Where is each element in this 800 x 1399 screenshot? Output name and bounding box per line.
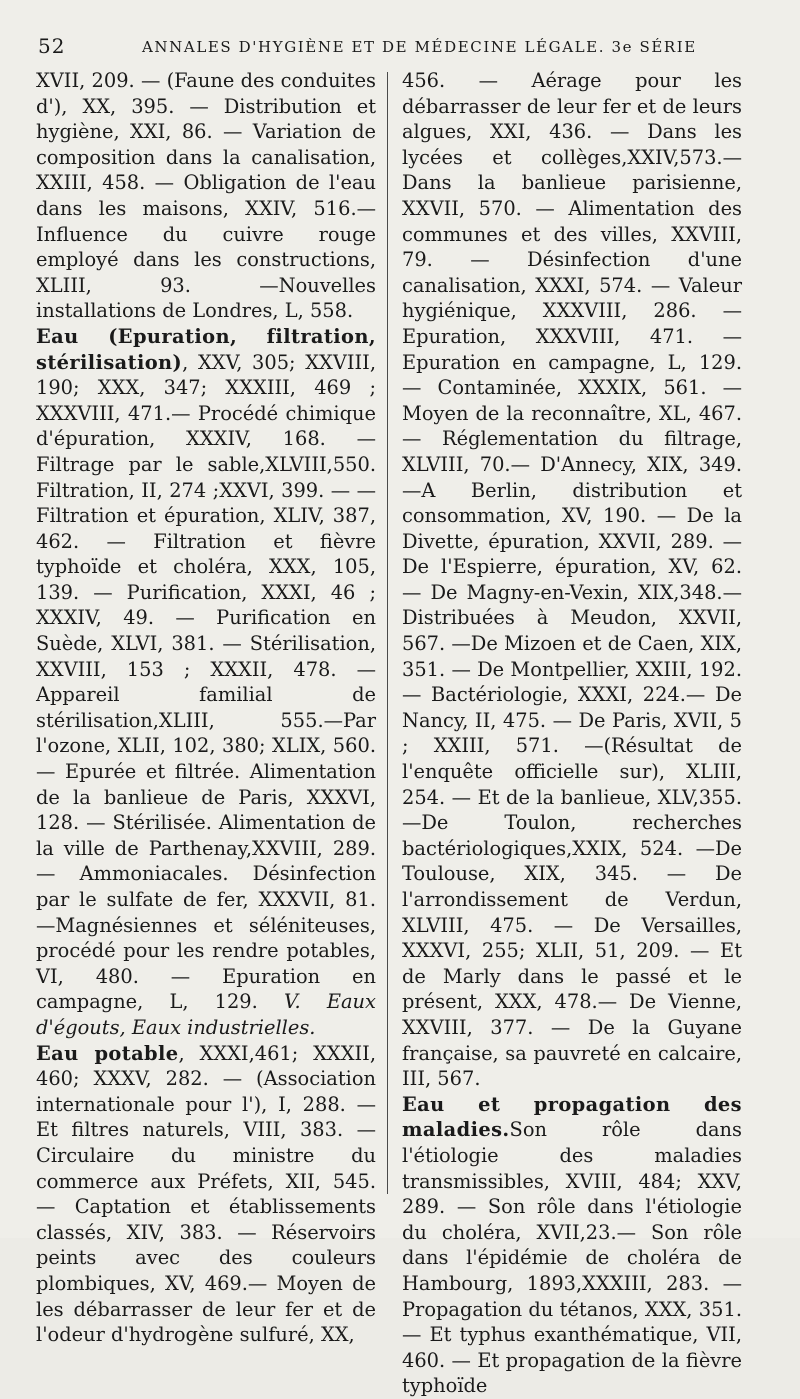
entry-heading: Eau et propagation des maladies. [402, 1092, 742, 1142]
continued-entry: 456. — Aérage pour les débarrasser de leur fer et de leurs algues, XXI, 436. — Dans les lycées et collèges,XXIV,573.—Dans la banlieue parisienne, XXVII, 570. — Alimentation des communes et des villes, XXVIII, 79. — Désinfection d'une canalisation, XXXI, 574. — Valeur hygiénique, XXXVIII, 286. — Epuration, XXXVIII, 471. — Epuration en campagne, L, 129. — Contaminée, XXXIX, 561. — Moyen de la reconnaître, XL, 467. — Réglementation du filtrage, XLVIII, 70.— D'Annecy, XIX, 349.—A Berlin, distribution et consommation, XV, 190. — De la Divette, épuration, XXVII, 289. — De l'Espierre, épuration, XV, 62. — De Magny-en-Vexin, XIX,348.—Distribuées à Meudon, XXVII, 567. —De Mizoen et de Caen, XIX, 351. — De Montpellier, XXIII, 192.— Bactériologie, XXXI, 224.— De Nancy, II, 475. — De Paris, XVII, 5 ; XXIII, 571. —(Résultat de l'enquête officielle sur), XLIII, 254. — Et de la banlieue, XLV,355.—De Toulon, recherches bactériologiques,XXIX, 524. —De Toulouse, XIX, 345. — De l'arrondissement de Verdun, XLVIII, 475. — De Versailles, XXXVI, 255; XLII, 51, 209. — Et de Marly dans le passé et le présent, XXX, 478.— De Vienne, XXVIII, 377. — De la Guyane française, sa pauvreté en calcaire, III, 567. [402, 69, 742, 1091]
running-title: ANNALES D'HYGIÈNE ET DE MÉDECINE LÉGALE. 3e SÉRIE [142, 38, 697, 56]
column-divider [387, 72, 388, 1194]
cross-reference: V. Eaux d'égouts, Eaux industrielles. [36, 990, 376, 1039]
index-entry-eau-propagation [402, 1092, 742, 1399]
index-entry-eau-epuration [36, 324, 376, 1041]
entry-text: , XXV, 305; XXVIII, 190; XXX, 347; XXXIII, 469 ; XXXVIII, 471.— Procédé chimique d'épuration, XXXIV, 168. — Filtrage par le sable,XLVIII,550. Filtration, II, 274 ;XXVI, 399. — —Filtration et épuration, XLIV, 387, 462. — Filtration et fièvre typhoïde et choléra, XXX, 105, 139. — Purification, XXXI, 46 ; XXXIV, 49. — Purification en Suède, XLVI, 381. — Stérilisation, XXVIII, 153 ; XXXII, 478. — Appareil familial de stérilisation,XLIII, 555.—Par l'ozone, XLII, 102, 380; XLIX, 560. — Epurée et filtrée. Alimentation de la banlieue de Paris, XXXVI, 128. — Stérilisée. Alimentation de la ville de Parthenay,XXVIII, 289. — Ammoniacales. Désinfection par le sulfate de fer, XXXVII, 81. —Magnésiennes et séléniteuses, procédé pour les rendre potables, VI, 480. — Epuration en campagne, L, 129. [36, 350, 376, 1014]
right-column [402, 68, 742, 1399]
entry-heading: Eau potable [36, 1041, 179, 1065]
page-header [32, 34, 760, 62]
entry-text: , XXXI,461; XXXII, 460; XXXV, 282. — (Association internationale pour l'), I, 288. — Et filtres naturels, VIII, 383. — Circulaire du ministre du commerce aux Préfets, XII, 545. — Captation et établissements classés, XIV, 383. — Réservoirs peints avec des couleurs plombiques, XV, 469.— Moyen de les débarrasser de leur fer et de l'odeur d'hydrogène sulfuré, XX, [36, 1041, 377, 1347]
index-entry-eau-potable [36, 1041, 376, 1348]
left-column [36, 68, 376, 1348]
continued-entry: XVII, 209. — (Faune des conduites d'), XX, 395. — Distribution et hygiène, XXI, 86. — Variation de composition dans la canalisation, XXIII, 458. — Obligation de l'eau dans les maisons, XXIV, 516.—Influence du cuivre rouge employé dans les constructions, XLIII, 93. —Nouvelles installations de Londres, L, 558. [36, 69, 376, 323]
entry-heading: Eau (Epuration, filtration, stérilisation) [36, 324, 376, 374]
entry-text: Son rôle dans l'étiologie des maladies transmissibles, XVIII, 484; XXV, 289. — Son rôle dans l'étiologie du choléra, XVII,23.— Son rôle dans l'épidémie de choléra de Hambourg, 1893,XXXIII, 283. — Propagation du tétanos, XXX, 351. — Et typhus exanthématique, VII, 460. — Et propagation de la fièvre typhoïde [402, 1118, 742, 1398]
page-number: 52 [38, 34, 66, 58]
